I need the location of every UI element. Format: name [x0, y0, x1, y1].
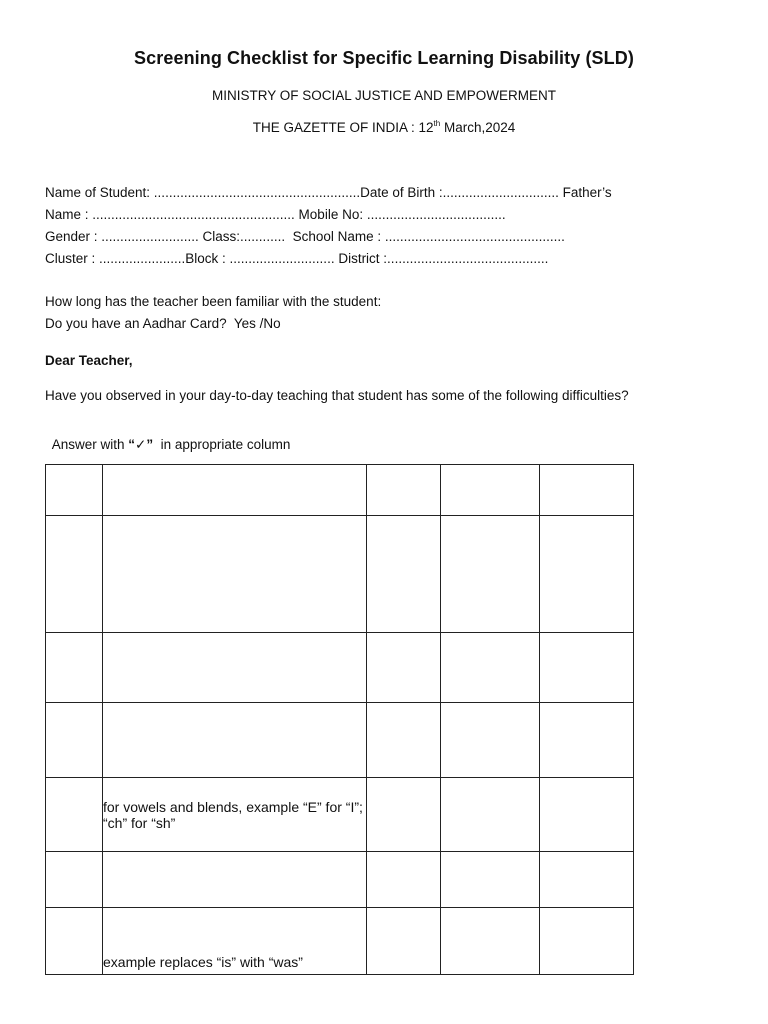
description-cell: [103, 465, 367, 516]
student-info-line-2: Name : ...................................................... Mobile No: .....................................: [45, 207, 506, 222]
description-cell: for vowels and blends, example “E” for “I”; “ch” for “sh”: [103, 778, 367, 852]
answer-cell[interactable]: [540, 852, 634, 908]
answer-cell[interactable]: [441, 633, 540, 703]
salutation: Dear Teacher,: [45, 353, 133, 368]
gazette-ordinal: th: [433, 119, 441, 128]
answer-cell[interactable]: [540, 516, 634, 633]
serial-cell: [46, 465, 103, 516]
document-title: Screening Checklist for Specific Learning Disability (SLD): [134, 48, 634, 68]
aadhar-question: Do you have an Aadhar Card? Yes /No: [45, 316, 281, 331]
answer-cell[interactable]: [540, 465, 634, 516]
answer-cell[interactable]: [441, 703, 540, 778]
answer-cell[interactable]: [441, 516, 540, 633]
table-row: [46, 852, 634, 908]
serial-cell: [46, 908, 103, 975]
table-row: [46, 703, 634, 778]
answer-cell[interactable]: [441, 778, 540, 852]
answer-instruction: [45, 422, 290, 453]
student-info-line-1: Name of Student: .......................................................Date of Birth :............................... Father’s: [45, 185, 612, 200]
table-row: [46, 465, 634, 516]
instruction-prefix: Answer with: [51, 437, 129, 452]
instruction-suffix: in appropriate column: [153, 437, 291, 452]
familiarity-question: How long has the teacher been familiar with the student:: [45, 294, 382, 309]
serial-cell: [46, 516, 103, 633]
table-row: [46, 908, 634, 975]
answer-cell[interactable]: [367, 465, 441, 516]
serial-cell: [46, 703, 103, 778]
answer-cell[interactable]: [441, 908, 540, 975]
table-row: [46, 633, 634, 703]
answer-cell[interactable]: [367, 516, 441, 633]
student-info-line-4: Cluster : .......................Block : ............................ District :...........................................: [45, 251, 549, 266]
answer-cell[interactable]: [367, 778, 441, 852]
description-cell: [103, 852, 367, 908]
checkmark-icon: “✓”: [128, 437, 154, 452]
difficulty-question: Have you observed in your day-to-day teaching that student has some of the following difficulties?: [45, 388, 629, 403]
answer-cell[interactable]: [367, 703, 441, 778]
ministry-line: MINISTRY OF SOCIAL JUSTICE AND EMPOWERMENT: [211, 88, 557, 103]
serial-cell: [46, 852, 103, 908]
answer-cell[interactable]: [441, 465, 540, 516]
answer-cell[interactable]: [367, 908, 441, 975]
answer-cell[interactable]: [367, 852, 441, 908]
description-cell: example replaces “is” with “was”: [103, 908, 367, 975]
table-row: [46, 778, 634, 852]
description-cell: [103, 633, 367, 703]
gazette-suffix: March,2024: [440, 120, 516, 135]
answer-cell[interactable]: [540, 703, 634, 778]
table-row: [46, 516, 634, 633]
description-cell: [103, 703, 367, 778]
answer-cell[interactable]: [441, 852, 540, 908]
gazette-prefix: THE GAZETTE OF INDIA : 12: [252, 120, 434, 135]
checklist-table: [45, 464, 634, 975]
answer-cell[interactable]: [540, 633, 634, 703]
serial-cell: [46, 778, 103, 852]
gazette-line: [0, 120, 768, 135]
student-info-line-3: Gender : .......................... Class:............ School Name : ................................................: [45, 229, 565, 244]
answer-cell[interactable]: [540, 778, 634, 852]
description-cell: [103, 516, 367, 633]
answer-cell[interactable]: [540, 908, 634, 975]
answer-cell[interactable]: [367, 633, 441, 703]
serial-cell: [46, 633, 103, 703]
